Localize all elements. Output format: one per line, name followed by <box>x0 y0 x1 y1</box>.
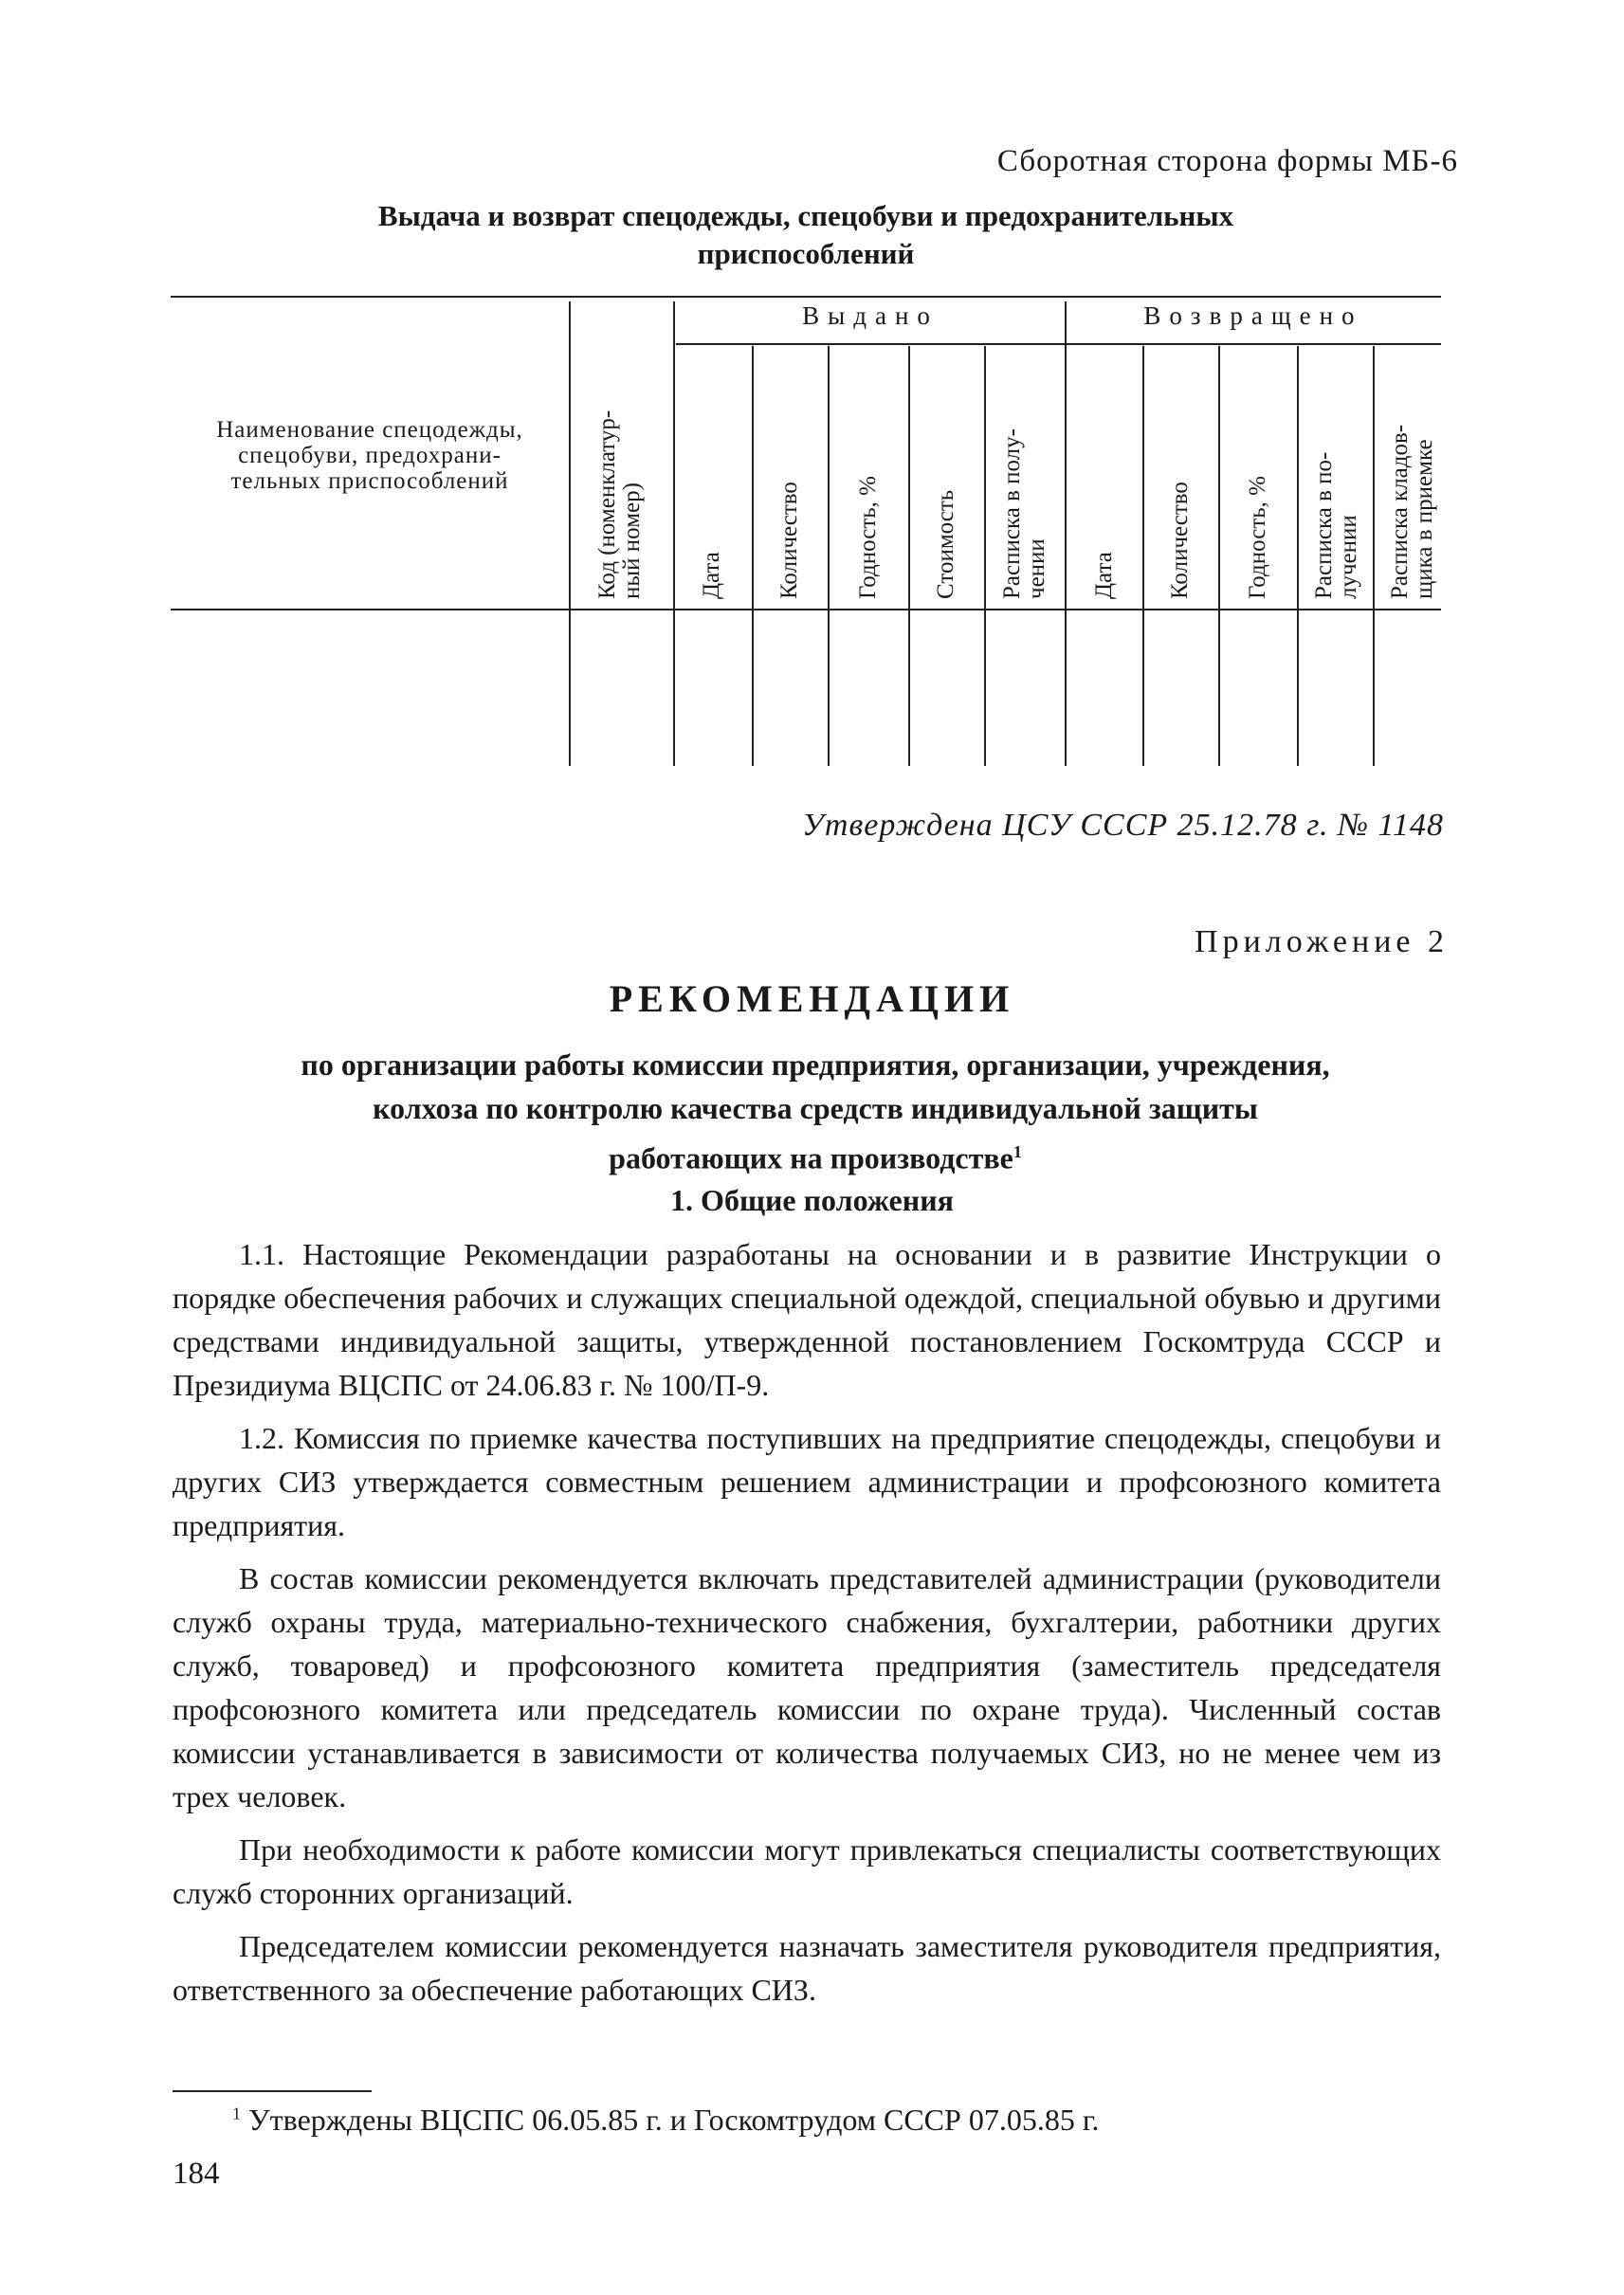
footnote-mark: 1 <box>232 2104 241 2123</box>
header-line: спецобуви, предохрани- <box>238 443 502 468</box>
table-col-divider <box>569 301 571 766</box>
issued-qty-header: Количество <box>776 482 802 599</box>
table-group-divider <box>676 343 1441 345</box>
paragraph: Председателем комиссии рекомендуется назначать заместителя руководителя предприятия, ответственного за обеспечение работающих СИЗ. <box>173 1929 1441 2007</box>
header-line: чении <box>1024 538 1049 599</box>
paragraph: При необходимости к работе комиссии могут привлекаться специалисты соответствующих служб сторонних организаций. <box>173 1832 1441 1910</box>
approval-note: Утверждена ЦСУ СССР 25.12.78 г. № 1148 <box>802 808 1444 843</box>
footnote <box>232 2103 1099 2138</box>
header-line: Код (номенклатур- <box>594 410 620 599</box>
footnote-ref: 1 <box>1013 1142 1022 1161</box>
header-line: щика в приемке <box>1412 439 1437 599</box>
header-line: тельных приспособлений <box>230 468 509 494</box>
issued-date-header: Дата <box>699 552 724 599</box>
issued-cost-header: Стоимость <box>933 489 958 599</box>
table-col-divider <box>1065 301 1067 766</box>
form-note: Сборотная сторона формы МБ-6 <box>996 144 1458 178</box>
table-col-divider <box>673 301 675 766</box>
header-line: ный номер) <box>619 483 645 599</box>
paragraph: В состав комиссии рекомендуется включать представителей администрации (руководители служб охраны труда, материально-технического снабжения, бухгалтерии, работники других служб, товаровед) и профсоюзного комитета предприятия (заместитель председателя профсоюзного комитета или председатель комиссии по охране труда). Численный состав комиссии устанавливается в зависимости от количества получаемых СИЗ, но не менее чем из трех человек. <box>173 1561 1441 1813</box>
table-top-border <box>171 296 1441 298</box>
paragraph: 1.2. Комиссия по приемке качества поступивших на предприятие спецодежды, спецобуви и других СИЗ утверждается совместным решением администрации и профсоюзного комитета предприятия. <box>173 1421 1441 1542</box>
table-header-bottom-border <box>171 609 1441 610</box>
paragraph: 1.1. Настоящие Рекомендации разработаны на основании и в развитие Инструкции о порядке обеспечения рабочих и служащих специальной одеждой, специальной обувью и другими средствами индивидуальной защиты, утвержденной постановлением Госкомтруда СССР и Президиума ВЦСПС от 24.06.83 г. № 100/П-9. <box>173 1237 1441 1402</box>
table-col-divider <box>1218 346 1220 766</box>
page-number: 184 <box>173 2157 220 2191</box>
footnote-divider <box>173 2090 372 2092</box>
header-line: Расписка в полу- <box>999 428 1025 599</box>
table-col-divider <box>1297 346 1299 766</box>
section-heading: 1. Общие положения <box>670 1183 954 1217</box>
issued-fitness-header: Годность, % <box>855 475 881 599</box>
form-title-line: приспособлений <box>697 237 915 270</box>
subtitle-line: колхоза по контролю качества средств индивидуальной защиты <box>373 1091 1258 1125</box>
code-column-header <box>595 315 645 599</box>
recommendations-subtitle <box>190 1043 1441 1180</box>
body-text <box>173 1232 1441 2021</box>
returned-storekeeper-header <box>1388 425 1437 599</box>
header-line: Расписка в по- <box>1311 451 1337 599</box>
table-col-divider <box>828 346 830 766</box>
table-col-divider <box>908 346 910 766</box>
header-line: Наименование спецодежды, <box>216 417 523 443</box>
returned-group-header: Возвращено <box>1143 301 1363 330</box>
issued-group-header: Выдано <box>802 301 939 330</box>
header-line: лучении <box>1336 515 1361 599</box>
footnote-text: Утверждены ВЦСПС 06.05.85 г. и Госкомтрудом СССР 07.05.85 г. <box>248 2103 1100 2137</box>
name-column-header <box>171 417 569 494</box>
appendix-label: Приложение 2 <box>1195 924 1449 959</box>
issued-receipt-header <box>1000 428 1049 599</box>
recommendations-title: РЕКОМЕНДАЦИИ <box>609 977 1015 1020</box>
table-col-divider <box>752 346 754 766</box>
header-line: Расписка кладов- <box>1387 424 1413 599</box>
subtitle-line: по организации работы комиссии предприятия, организации, учреждения, <box>301 1047 1330 1082</box>
form-title <box>171 197 1441 273</box>
returned-fitness-header: Годность, % <box>1245 475 1270 599</box>
table-col-divider <box>984 346 986 766</box>
subtitle-line <box>190 1130 1441 1180</box>
returned-receipt-header <box>1312 452 1361 599</box>
form-title-line: Выдача и возврат спецодежды, спецобуви и предохранительных <box>377 199 1234 232</box>
table-col-divider <box>1373 346 1375 766</box>
returned-qty-header: Количество <box>1167 482 1193 599</box>
returned-date-header: Дата <box>1091 552 1117 599</box>
table-col-divider <box>1142 346 1144 766</box>
subtitle-text: работающих на производстве <box>609 1140 1013 1175</box>
